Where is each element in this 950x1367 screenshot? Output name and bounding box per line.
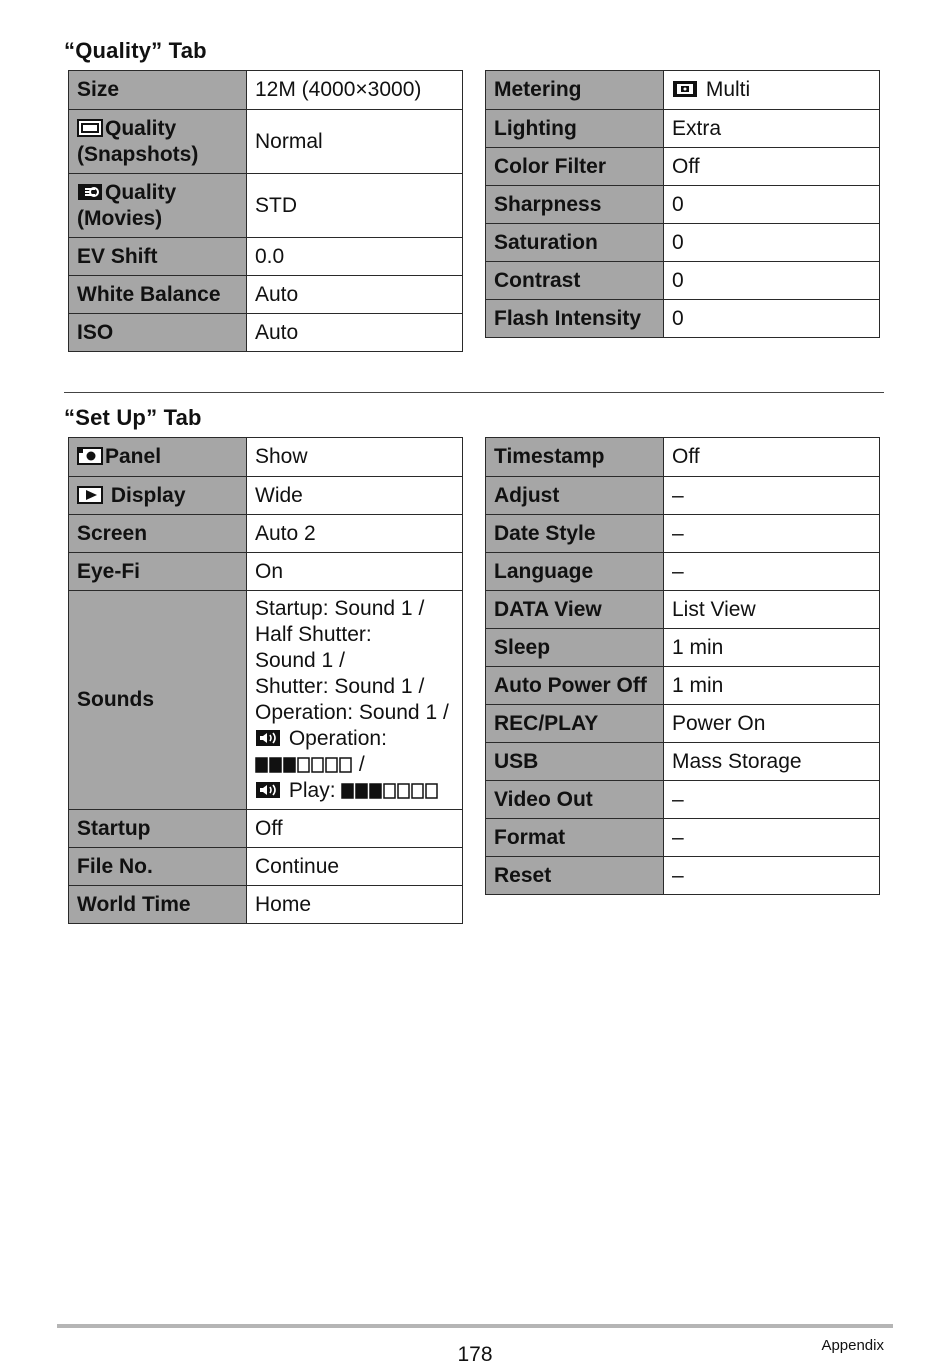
video-out-value: – [664,781,880,819]
table-row [69,886,463,924]
saturation-value: 0 [664,224,880,262]
iso-label: ISO [69,314,247,352]
speaker-icon [255,728,281,748]
ev-shift-value: 0.0 [247,238,463,276]
table-row [486,591,880,629]
table-row [486,553,880,591]
table-row [486,477,880,515]
date-style-label: Date Style [486,515,664,553]
play-icon [77,485,103,505]
startup-label: Startup [69,810,247,848]
quality-tab-title: “Quality” Tab [64,38,207,63]
sleep-label: Sleep [486,629,664,667]
table-row [486,148,880,186]
color-filter-value: Off [664,148,880,186]
date-style-value: – [664,515,880,553]
format-label: Format [486,819,664,857]
table-row [69,174,463,238]
table-row [486,667,880,705]
volume-segment [270,758,281,772]
flash-intensity-label: Flash Intensity [486,300,664,338]
volume-segment [340,758,351,772]
table-row [486,743,880,781]
quality-right-table [485,70,880,338]
white-balance-label: White Balance [69,276,247,314]
multi-metering-icon [672,79,698,99]
section-divider [64,392,884,393]
volume-segment [384,784,395,798]
volume-segment [370,784,381,798]
saturation-label: Saturation [486,224,664,262]
metering-value: Multi [664,71,880,110]
sharpness-value: 0 [664,186,880,224]
data-view-label: DATA View [486,591,664,629]
operation-volume-indicator [255,756,353,774]
data-view-value: List View [664,591,880,629]
world-time-value: Home [247,886,463,924]
size-value: 12M (4000×3000) [247,71,463,110]
table-row [69,276,463,314]
table-row [69,314,463,352]
setup-right-table [485,437,880,895]
play-volume-indicator [341,782,439,800]
table-row [486,857,880,895]
setup-tab-title: “Set Up” Tab [64,405,202,430]
sharpness-label: Sharpness [486,186,664,224]
table-row [486,300,880,338]
volume-segment [356,784,367,798]
adjust-label: Adjust [486,477,664,515]
quality-snapshots-label: Quality (Snapshots) [69,110,247,174]
panel-value: Show [247,438,463,477]
table-row [486,224,880,262]
table-row [486,629,880,667]
quality-left-table [68,70,463,352]
contrast-label: Contrast [486,262,664,300]
rec-play-label: REC/PLAY [486,705,664,743]
volume-segment [326,758,337,772]
auto-power-off-value: 1 min [664,667,880,705]
metering-label: Metering [486,71,664,110]
rec-play-value: Power On [664,705,880,743]
format-value: – [664,819,880,857]
table-row [69,438,463,477]
lighting-label: Lighting [486,110,664,148]
display-value: Wide [247,477,463,515]
quality-movies-value: STD [247,174,463,238]
table-row [486,186,880,224]
ev-shift-label: EV Shift [69,238,247,276]
reset-label: Reset [486,857,664,895]
panel-label: Panel [69,438,247,477]
section-label: Appendix [821,1337,884,1354]
volume-segment [256,758,267,772]
size-label: Size [69,71,247,110]
video-out-label: Video Out [486,781,664,819]
language-label: Language [486,553,664,591]
flash-intensity-value: 0 [664,300,880,338]
usb-label: USB [486,743,664,781]
world-time-label: World Time [69,886,247,924]
table-row [486,515,880,553]
table-row [486,781,880,819]
quality-snapshots-value: Normal [247,110,463,174]
volume-segment [284,758,295,772]
reset-value: – [664,857,880,895]
timestamp-value: Off [664,438,880,477]
screen-label: Screen [69,515,247,553]
sounds-value: Startup: Sound 1 / Half Shutter: Sound 1 / Shutter: Sound 1 / Operation: Sound 1 / Operation: / Play: [247,591,463,810]
file-no-value: Continue [247,848,463,886]
volume-segment [426,784,437,798]
display-label: Display [69,477,247,515]
eye-fi-value: On [247,553,463,591]
volume-segment [312,758,323,772]
table-row [69,810,463,848]
table-row [69,71,463,110]
page-number: 178 [457,1343,493,1366]
volume-segment [412,784,423,798]
table-row [69,477,463,515]
language-value: – [664,553,880,591]
table-row [486,71,880,110]
table-row [69,238,463,276]
table-row [486,438,880,477]
volume-segment [342,784,353,798]
file-no-label: File No. [69,848,247,886]
table-row [69,515,463,553]
table-row [486,262,880,300]
table-row [69,591,463,810]
table-row [69,848,463,886]
lighting-value: Extra [664,110,880,148]
movie-icon [77,182,103,202]
white-balance-value: Auto [247,276,463,314]
auto-power-off-label: Auto Power Off [486,667,664,705]
footer-rule [57,1324,893,1328]
speaker-icon [255,780,281,800]
eye-fi-label: Eye-Fi [69,553,247,591]
usb-value: Mass Storage [664,743,880,781]
contrast-value: 0 [664,262,880,300]
snapshot-icon [77,118,103,138]
volume-segment [298,758,309,772]
table-row [69,553,463,591]
table-row [486,705,880,743]
volume-segment [398,784,409,798]
table-row [486,110,880,148]
iso-value: Auto [247,314,463,352]
timestamp-label: Timestamp [486,438,664,477]
table-row [69,110,463,174]
table-row [486,819,880,857]
screen-value: Auto 2 [247,515,463,553]
setup-left-table [68,437,463,924]
color-filter-label: Color Filter [486,148,664,186]
rec-icon [77,446,103,466]
startup-value: Off [247,810,463,848]
quality-movies-label: Quality (Movies) [69,174,247,238]
adjust-value: – [664,477,880,515]
sleep-value: 1 min [664,629,880,667]
sounds-label: Sounds [69,591,247,810]
